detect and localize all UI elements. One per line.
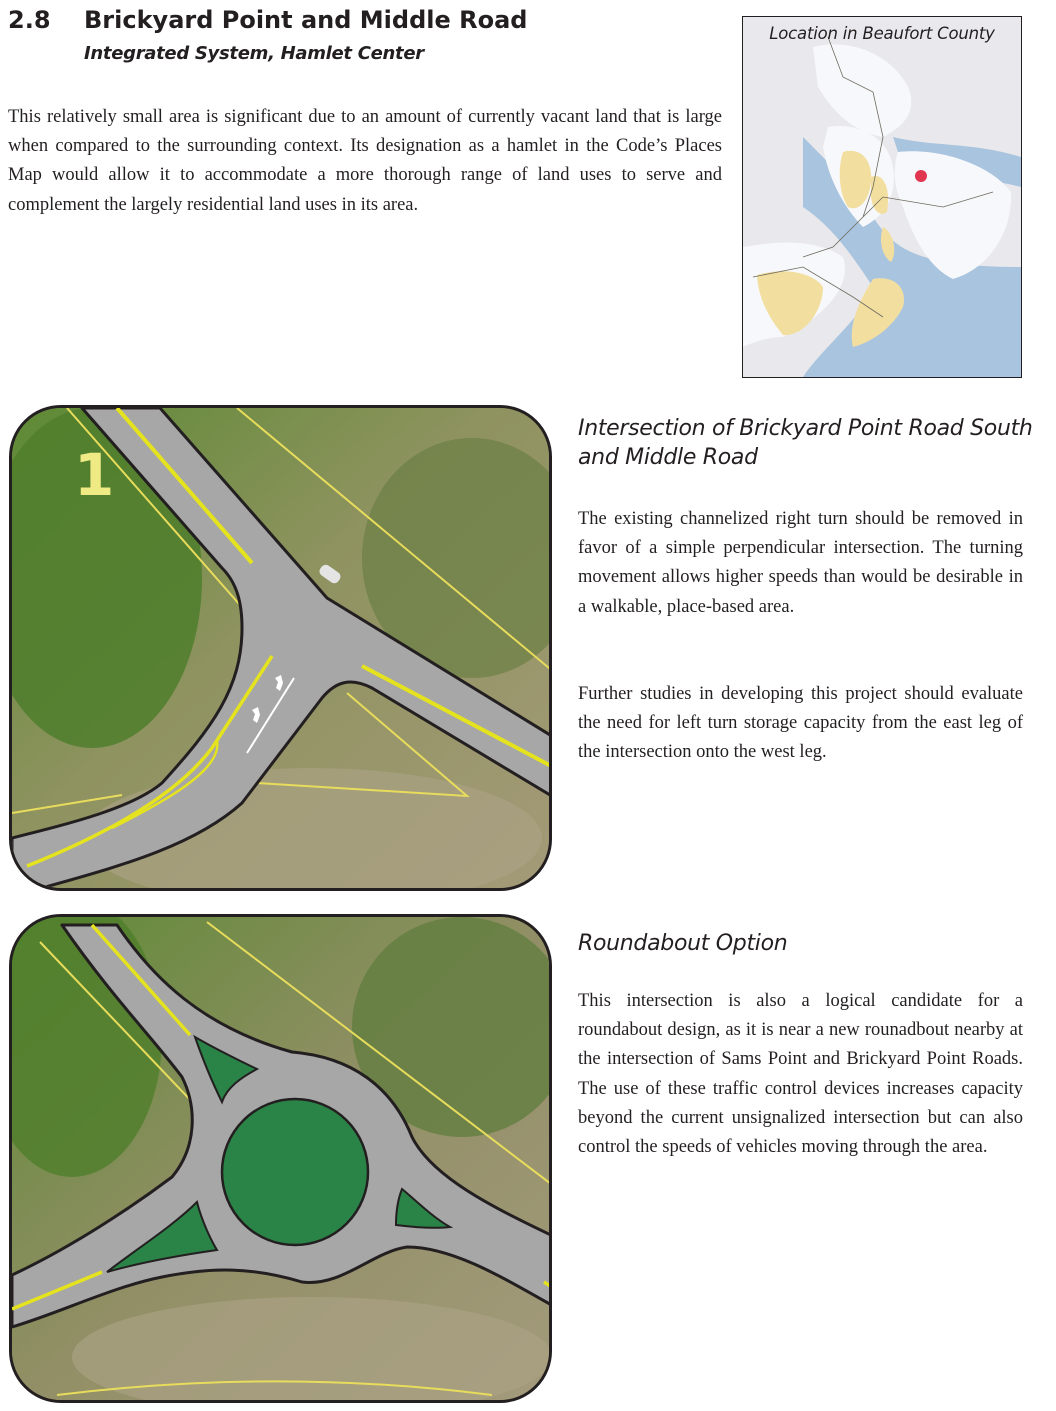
location-marker	[915, 170, 927, 182]
roundabout-diagram	[12, 917, 552, 1403]
roundabout-paragraph: This intersection is also a logical candidate for a roundabout design, as it is near a new rounadbout nearby at the intersection of Sams Point and Brickyard Point Roads. The use of these traffic control devices increases capacity beyond the current unsignalized intersection but can also control the speeds of vehicles moving through the area.	[578, 991, 1023, 1158]
map-title: Location in Beaufort County	[769, 24, 995, 43]
section-title	[8, 6, 527, 34]
roundabout-heading: Roundabout Option	[578, 931, 788, 956]
intersection-paragraph-1: The existing channelized right turn should be removed in favor of a simple perpendicular intersection. The turning movement allows higher speeds than would be desirable in a walkable, place-based area.	[578, 509, 1023, 617]
location-map	[742, 16, 1022, 378]
figure-number-badge: 1	[74, 441, 115, 509]
intersection-paragraph-2: Further studies in developing this project should evaluate the need for left turn storage capacity from the east leg of the intersection onto the west leg.	[578, 684, 1023, 763]
intro-paragraph: This relatively small area is significant due to an amount of currently vacant land that is large when compared to the surrounding context. Its designation as a hamlet in the Code’s Places Map would allow it to accommodate a more thorough range of land uses to serve and complement the largely residential land uses in its area.	[8, 107, 722, 215]
roundabout-aerial-image	[9, 914, 552, 1403]
central-island	[222, 1099, 368, 1245]
intersection-aerial-image	[9, 405, 552, 891]
intersection-heading: Intersection of Brickyard Point Road South and Middle Road	[578, 416, 1033, 470]
section-title-text: Brickyard Point and Middle Road	[84, 6, 528, 34]
section-number: 2.8	[8, 6, 51, 34]
section-subtitle: Integrated System, Hamlet Center	[84, 43, 424, 64]
county-map-graphic	[743, 17, 1021, 377]
